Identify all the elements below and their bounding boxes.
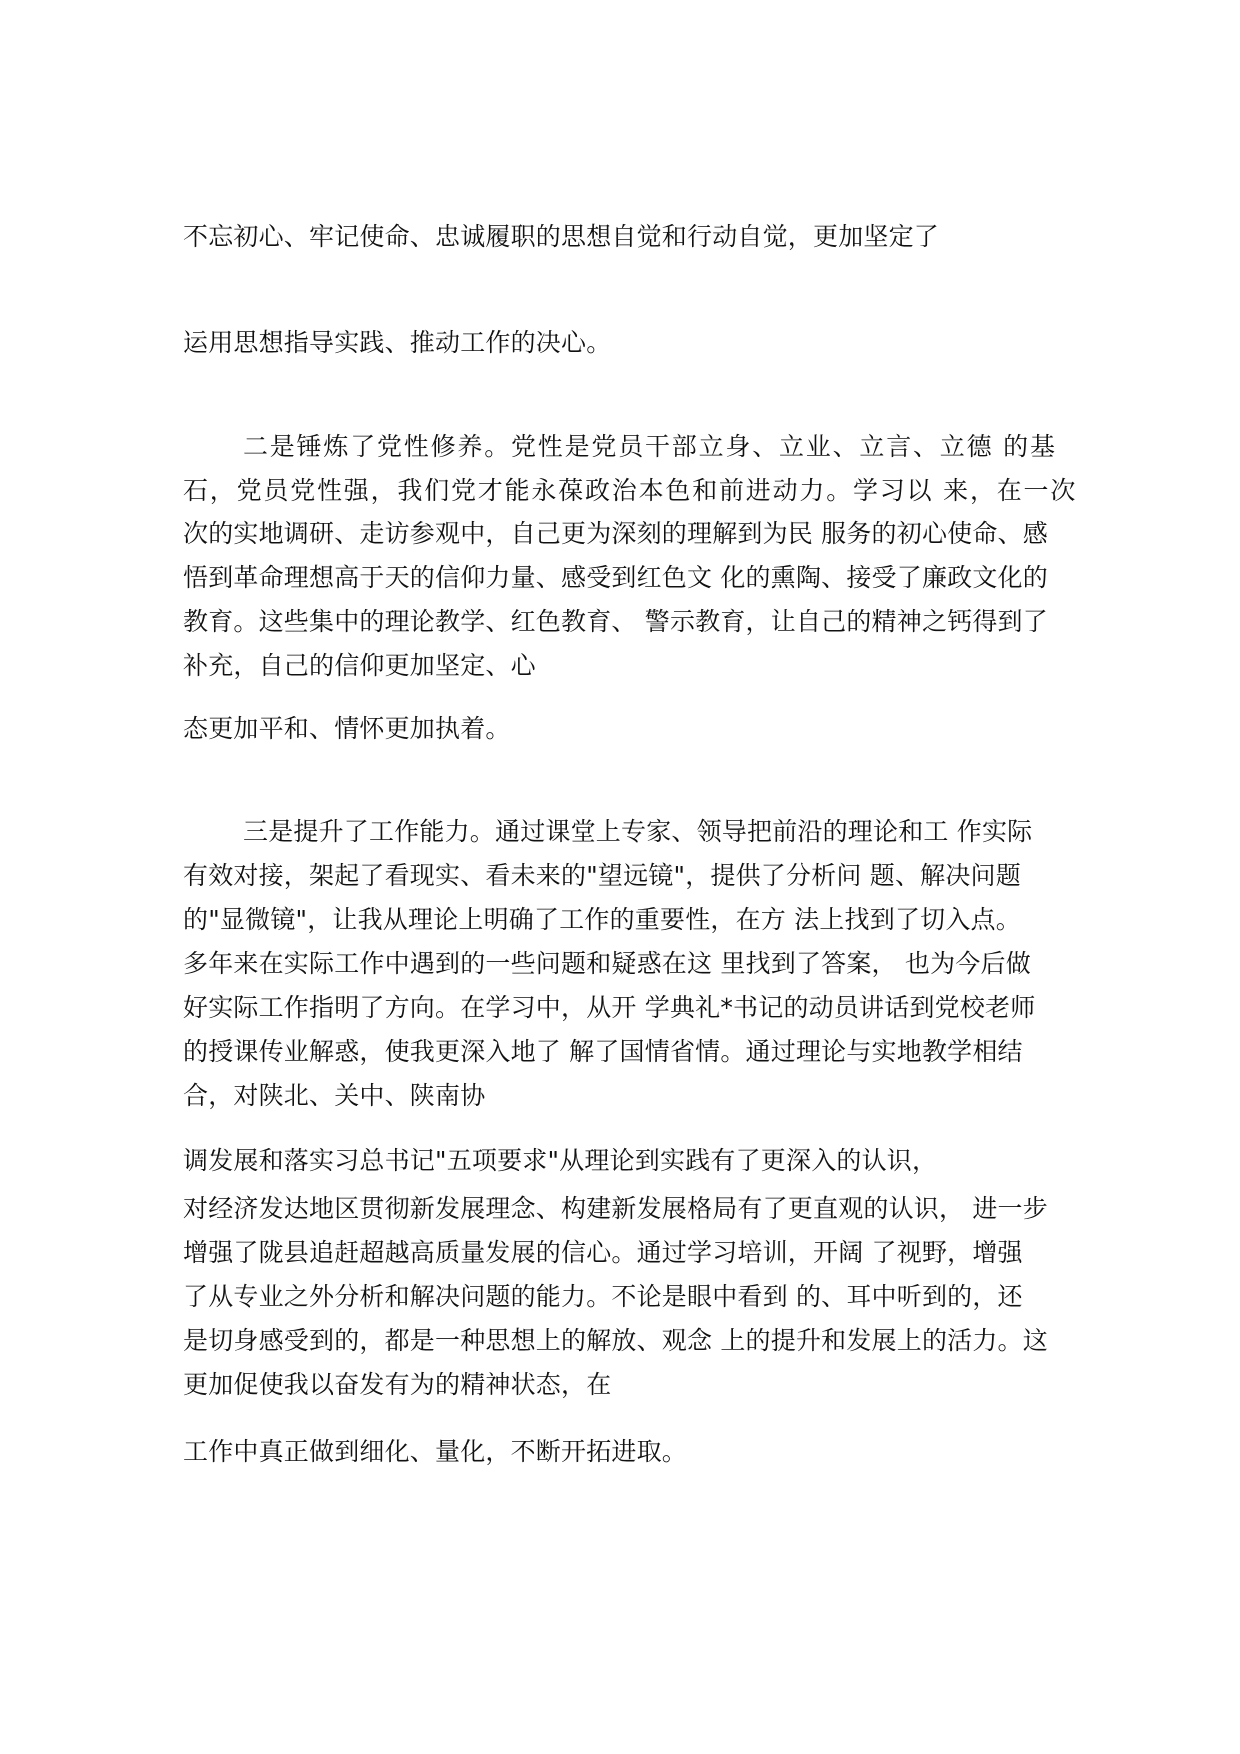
text-line: 调发展和落实习总书记"五项要求"从理论到实践有了更深入的认识， xyxy=(183,1146,938,1175)
text-line: 运用思想指导实践、推动工作的决心。 xyxy=(183,328,612,357)
text-line: 好实际工作指明了方向。在学习中，从开 学典礼*书记的动员讲话到党校老师 xyxy=(183,993,1036,1022)
text-line: 悟到革命理想高于天的信仰力量、感受到红色文 化的熏陶、接受了廉政文化的 xyxy=(183,563,1048,592)
text-line: 合，对陕北、关中、陕南协 xyxy=(183,1081,486,1110)
paragraph-3-first-line: 三是提升了工作能力。通过课堂上专家、领导把前沿的理论和工 作实际 xyxy=(243,817,1033,846)
text-line: 态更加平和、情怀更加执着。 xyxy=(183,714,511,743)
paragraph-2-first-line: 二是锤炼了党性修养。党性是党员干部立身、立业、立言、立德 的基 xyxy=(243,432,1057,461)
text-line: 对经济发达地区贯彻新发展理念、构建新发展格局有了更直观的认识， 进一步 xyxy=(183,1194,1048,1223)
text-line: 了从专业之外分析和解决问题的能力。不论是眼中看到 的、耳中听到的，还 xyxy=(183,1282,1023,1311)
text-line: 有效对接，架起了看现实、看未来的"望远镜"，提供了分析问 题、解决问题 xyxy=(183,861,1021,890)
text-line: 石，党员党性强，我们党才能永葆政治本色和前进动力。学习以 来，在一次 xyxy=(183,476,1078,505)
text-line: 的授课传业解惑，使我更深入地了 解了国情省情。通过理论与实地教学相结 xyxy=(183,1037,1023,1066)
text-line: 更加促使我以奋发有为的精神状态，在 xyxy=(183,1370,612,1399)
text-line: 是切身感受到的，都是一种思想上的解放、观念 上的提升和发展上的活力。这 xyxy=(183,1326,1048,1355)
text-line: 多年来在实际工作中遇到的一些问题和疑惑在这 里找到了答案， 也为今后做 xyxy=(183,949,1031,978)
text-line: 补充，自己的信仰更加坚定、心 xyxy=(183,651,536,680)
text-line: 增强了陇县追赶超越高质量发展的信心。通过学习培训，开阔 了视野，增强 xyxy=(183,1238,1023,1267)
text-line: 的"显微镜"，让我从理论上明确了工作的重要性，在方 法上找到了切入点。 xyxy=(183,905,1021,934)
text-line: 工作中真正做到细化、量化，不断开拓进取。 xyxy=(183,1437,688,1466)
text-line: 不忘初心、牢记使命、忠诚履职的思想自觉和行动自觉，更加坚定了 xyxy=(183,222,940,251)
text-line: 次的实地调研、走访参观中，自己更为深刻的理解到为民 服务的初心使命、感 xyxy=(183,519,1048,548)
text-line: 教育。这些集中的理论教学、红色教育、 警示教育，让自己的精神之钙得到了 xyxy=(183,607,1048,636)
